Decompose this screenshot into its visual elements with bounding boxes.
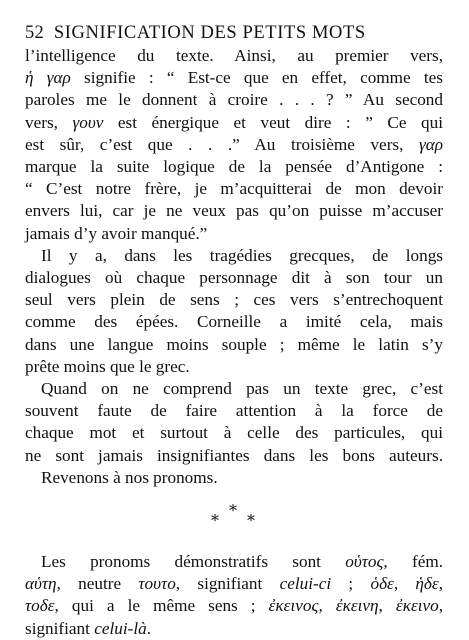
greek-word: γουν	[72, 112, 104, 132]
text-line: “ C’est notre frère, je m’acquitterai de mon devoir	[25, 179, 443, 199]
text-line: vers, γουν est énergique et veut dire : ” Ce qui	[25, 112, 443, 132]
text-line: est sûr, c’est que . . .” Au troisième vers, γαρ	[25, 134, 443, 154]
paragraph-1	[25, 45, 443, 245]
text-line: Quand on ne comprend pas un texte grec, c’est	[41, 379, 443, 399]
paragraph-2	[25, 245, 443, 378]
page-number: 52	[25, 23, 44, 43]
text-line: envers lui, car je ne veux pas qu’on puisse m’accuser	[25, 201, 443, 221]
text-line: l’intelligence du texte. Ainsi, au premier vers,	[25, 46, 443, 65]
greek-word: τουτο	[138, 574, 176, 594]
text-line: seul vers plein de sens ; ces vers s’entrechoquent	[25, 290, 443, 310]
italic-term: celui-là	[94, 618, 147, 638]
italic-term: celui-ci	[279, 574, 332, 594]
greek-word: τοδε	[25, 596, 55, 616]
text-line: paroles me le donnent à croire . . . ? ” Au second	[25, 90, 443, 110]
text-line: souvent faute de faire attention à la force de	[25, 401, 443, 421]
greek-word: ἐκεινος	[268, 596, 319, 616]
text-line: ne sont jamais insignifiantes dans les bons auteurs.	[25, 445, 443, 465]
text-line: αὑτη, neutre τουτο, signifiant celui-ci ; ὁδε, ἡδε,	[25, 574, 443, 594]
text-line: dialogues où chaque personnage dit à son tour un	[25, 268, 443, 288]
greek-word: ὁδε	[370, 574, 394, 594]
running-title: SIGNIFICATION DES PETITS MOTS	[53, 23, 366, 43]
text-line: ἡ γαρ signifie : “ Est-ce que en effet, comme tes	[25, 68, 443, 88]
greek-word: οὑτος	[345, 552, 384, 572]
star-top: *	[229, 501, 237, 521]
text-line: τοδε, qui a le même sens ; ἐκεινος, ἐκεινη, ἐκεινο,	[25, 596, 444, 616]
text-line: comme des épées. Corneille a imité cela, mais	[25, 312, 443, 332]
paragraph-5	[25, 551, 443, 640]
text-line: marque la suite logique de la pensée d’Antigone :	[25, 157, 443, 177]
text-line: Les pronoms démonstratifs sont οὑτος, fém.	[41, 552, 443, 572]
text-line: prête moins que le grec.	[25, 356, 190, 376]
body-text	[25, 45, 443, 640]
text-line: chaque mot et surtout à celle des particules, qui	[25, 423, 443, 443]
asterism-separator	[25, 501, 443, 531]
running-header	[25, 22, 443, 44]
greek-word: αὑτη	[25, 574, 57, 594]
text-line: Il y a, dans les tragédies grecques, de longs	[41, 245, 443, 265]
greek-word: ἡδε	[415, 574, 439, 594]
paragraph-4	[25, 467, 443, 489]
paragraph-3	[25, 378, 443, 467]
star-left: *	[211, 511, 219, 531]
greek-word: ἐκεινο	[395, 596, 439, 616]
book-page	[25, 22, 443, 640]
text-line: jamais d’y avoir manqué.”	[25, 223, 208, 243]
greek-word: γαρ	[418, 134, 443, 154]
star-right: *	[247, 511, 255, 531]
text-line: signifiant celui-là.	[25, 618, 152, 638]
text-line: dans une langue moins souple ; même le latin s’y	[25, 334, 443, 354]
text-line: Revenons à nos pronoms.	[41, 467, 218, 487]
greek-word: ἡ γαρ	[25, 68, 71, 88]
greek-word: ἐκεινη	[335, 596, 379, 616]
